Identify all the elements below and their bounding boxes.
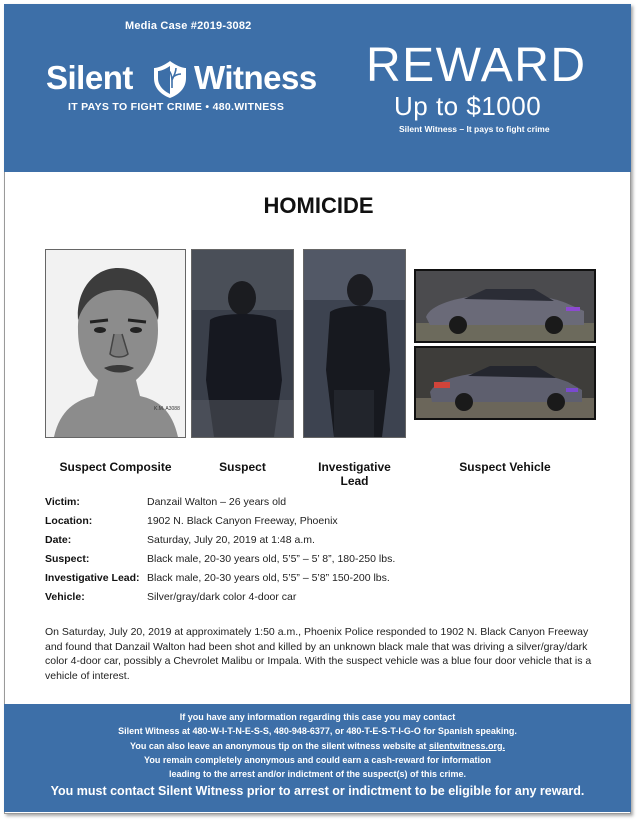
logo-word-silent: Silent [46,59,133,96]
logo-word-witness: Witness [194,59,317,96]
media-case-number: Media Case #2019-3082 [125,20,252,32]
case-narrative: On Saturday, July 20, 2019 at approximately 1:50 a.m., Phoenix Police responded to 1902 N. Black Canyon Freeway and found that Danzail Walton had been shot and killed by an unknown black male that was driving a silver/gray/dark color 4-door car, possibly a Chevrolet Malibu or Impala. With the suspect vehicle was a blue four door vehicle that is a vehicle of interest. [45,626,592,682]
detail-row-date [45,534,605,553]
detail-row-location [45,515,605,534]
detail-value: Black male, 20-30 years old, 5’5” – 5’8” 150-200 lbs. [147,572,390,584]
contact-line-3-text: You can also leave an anonymous tip on the silent witness website at [130,740,429,751]
detail-label: Vehicle: [45,591,85,603]
caption-investigative-lead: Investigative Lead [318,460,391,488]
tagline: IT PAYS TO FIGHT CRIME • 480.WITNESS [68,101,285,113]
detail-label: Victim: [45,496,80,508]
contact-line-1: If you have any information regarding this case you may contact [179,712,456,722]
composite-signature: K.M. A3088 [154,406,180,412]
detail-row-suspect [45,553,605,572]
page-title: HOMICIDE [263,193,374,218]
detail-value: Black male, 20-30 years old, 5’5” – 5’ 8”, 180-250 lbs. [147,553,396,565]
composite-sketch-icon [46,250,185,437]
detail-value: Saturday, July 20, 2019 at 1:48 a.m. [147,534,315,546]
reward-amount: Up to $1000 [394,91,542,121]
shield-icon [150,58,190,100]
person-silhouette-icon [192,250,293,437]
contact-line-4: You remain completely anonymous and could earn a cash-reward for information [144,754,491,765]
detail-row-victim [45,496,605,515]
contact-line-2: Silent Witness at 480-W-I-T-N-E-S-S, 480-948-6377, or 480-T-E-S-T-I-G-O for Spanish speaking. [118,726,517,737]
suspect-vehicle-image-2 [414,346,596,420]
contact-line-5: leading to the arrest and/or indictment of the suspect(s) of this crime. [168,769,467,780]
suspect-composite-image [45,249,186,438]
contact-line-3 [4,739,631,753]
detail-label: Investigative Lead: [45,572,140,584]
reward-eligibility-notice: You must contact Silent Witness prior to arrest or indictment to be eligible for any reward. [50,784,585,798]
detail-label: Location: [45,515,93,527]
suspect-surveillance-image [191,249,294,438]
caption-suspect: Suspect [219,460,266,474]
detail-value: 1902 N. Black Canyon Freeway, Phoenix [147,515,338,527]
detail-row-investigative-lead [45,572,605,591]
detail-value: Silver/gray/dark color 4-door car [147,591,297,603]
car-icon [416,348,594,418]
caption-suspect-vehicle: Suspect Vehicle [459,460,551,474]
detail-row-vehicle [45,591,605,610]
detail-label: Date: [45,534,72,546]
case-details [45,496,605,610]
website-link[interactable]: silentwitness.org. [428,740,505,751]
detail-label: Suspect: [45,553,90,565]
contact-info [4,710,631,781]
car-icon [416,271,594,341]
caption-suspect-composite: Suspect Composite [59,460,172,474]
investigative-lead-image [303,249,406,438]
person-silhouette-icon [304,250,405,437]
reward-title: REWARD [366,39,587,92]
reward-subtitle: Silent Witness – It pays to fight crime [399,124,550,134]
suspect-vehicle-image-1 [414,269,596,343]
detail-value: Danzail Walton – 26 years old [147,496,287,508]
